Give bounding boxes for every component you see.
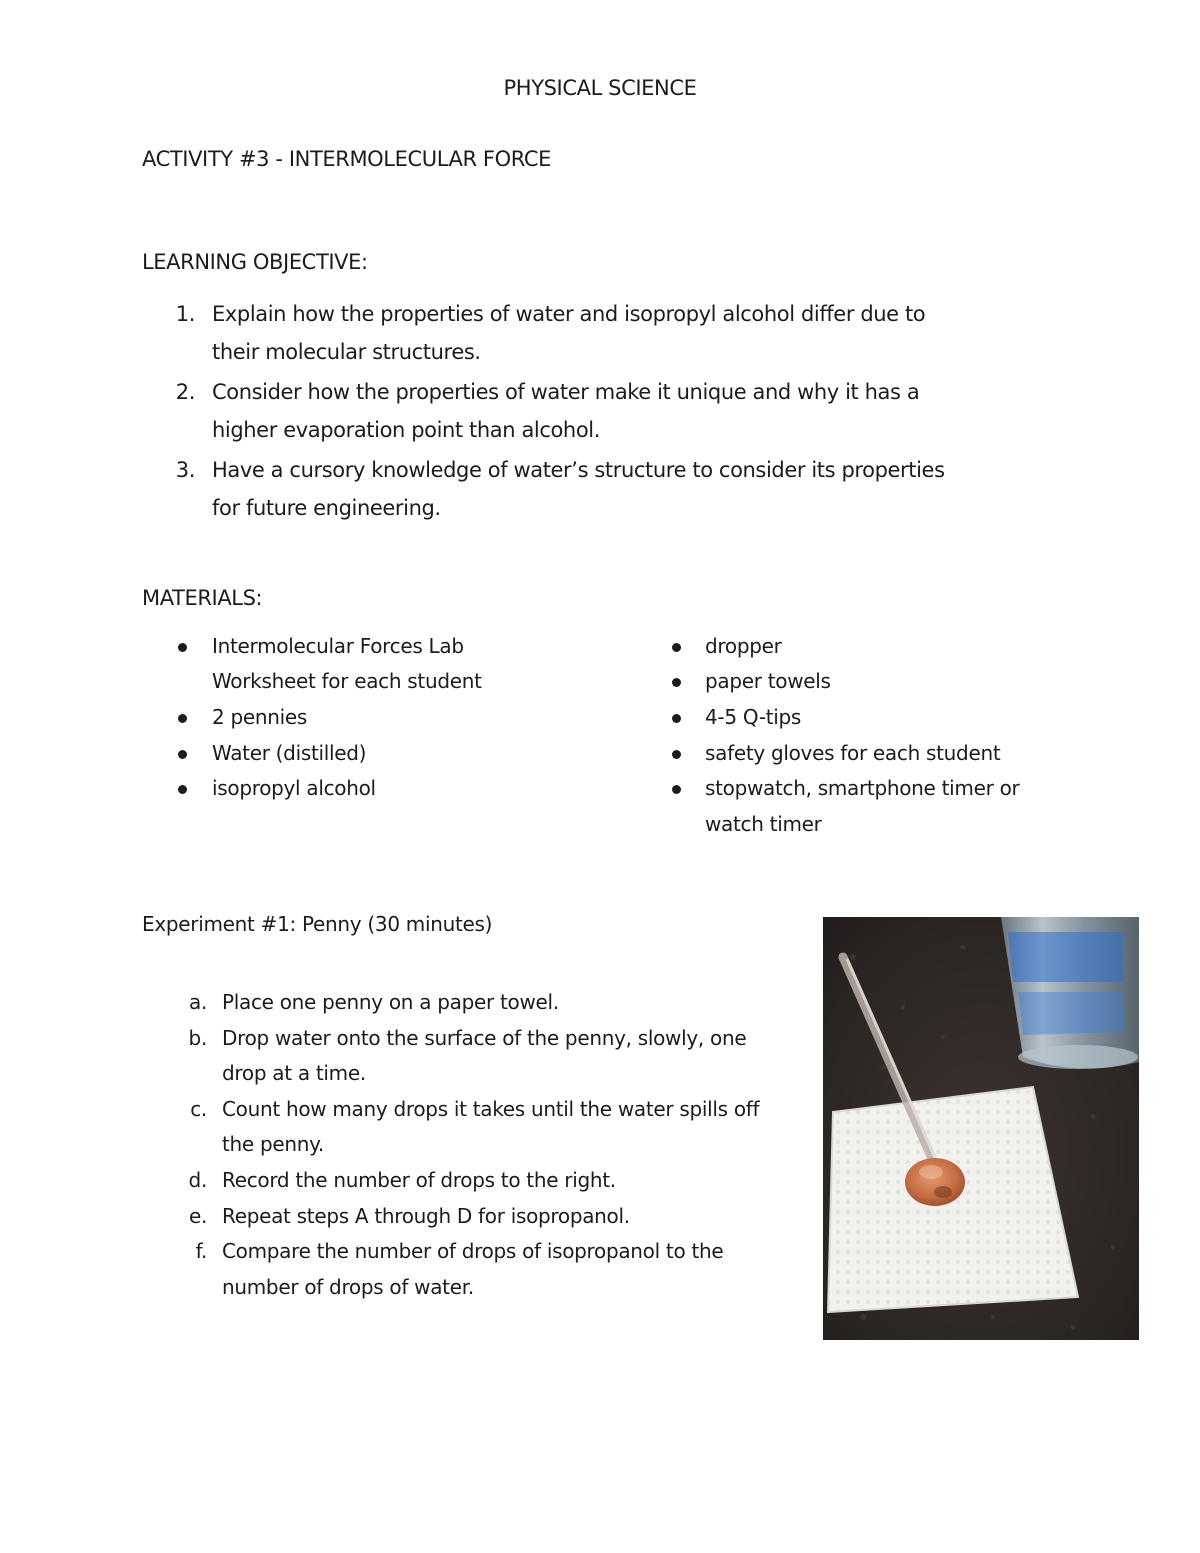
objective-text-cont: for future engineering. xyxy=(212,496,441,520)
step-text: Record the number of drops to the right. xyxy=(222,1168,616,1192)
objective-text: Explain how the properties of water and isopropyl alcohol differ due to xyxy=(212,302,926,326)
material-item-cont: Worksheet for each student xyxy=(212,669,482,693)
step-letter: f. xyxy=(195,1239,207,1263)
material-item: 4-5 Q-tips xyxy=(705,705,802,729)
bullet-icon xyxy=(178,785,187,794)
bullet-icon xyxy=(178,750,187,759)
activity-title: ACTIVITY #3 - INTERMOLECULAR FORCE xyxy=(142,147,551,171)
material-item: paper towels xyxy=(705,669,831,693)
bullet-icon xyxy=(178,714,187,723)
bullet-icon xyxy=(672,678,681,687)
objective-number: 1. xyxy=(175,302,195,326)
experiment-heading: Experiment #1: Penny (30 minutes) xyxy=(142,912,493,936)
step-text: Count how many drops it takes until the water spills off xyxy=(222,1097,760,1121)
objective-text-cont: higher evaporation point than alcohol. xyxy=(212,418,601,442)
penny-dropper-photo xyxy=(823,917,1139,1340)
material-item-cont: watch timer xyxy=(705,812,822,836)
step-text-cont: the penny. xyxy=(222,1132,324,1156)
bullet-icon xyxy=(672,643,681,652)
step-letter: c. xyxy=(190,1097,207,1121)
material-item: dropper xyxy=(705,634,782,658)
material-item: Water (distilled) xyxy=(212,741,367,765)
page-title: PHYSICAL SCIENCE xyxy=(503,76,697,100)
bullet-icon xyxy=(672,750,681,759)
step-text: Compare the number of drops of isopropanol to the xyxy=(222,1239,724,1263)
step-letter: e. xyxy=(188,1204,207,1228)
step-letter: d. xyxy=(188,1168,207,1192)
step-letter: a. xyxy=(188,990,207,1014)
material-item: safety gloves for each student xyxy=(705,741,1001,765)
material-item: stopwatch, smartphone timer or xyxy=(705,776,1020,800)
step-text: Repeat steps A through D for isopropanol. xyxy=(222,1204,630,1228)
bullet-icon xyxy=(672,714,681,723)
material-item: isopropyl alcohol xyxy=(212,776,376,800)
bullet-icon xyxy=(672,785,681,794)
material-item: 2 pennies xyxy=(212,705,308,729)
step-letter: b. xyxy=(188,1026,207,1050)
objective-heading: LEARNING OBJECTIVE: xyxy=(142,250,368,274)
step-text: Place one penny on a paper towel. xyxy=(222,990,559,1014)
objective-text-cont: their molecular structures. xyxy=(212,340,481,364)
step-text: Drop water onto the surface of the penny, slowly, one xyxy=(222,1026,747,1050)
step-text-cont: drop at a time. xyxy=(222,1061,366,1085)
step-text-cont: number of drops of water. xyxy=(222,1275,474,1299)
objective-text: Consider how the properties of water make it unique and why it has a xyxy=(212,380,920,404)
bullet-icon xyxy=(178,643,187,652)
objective-number: 3. xyxy=(175,458,195,482)
objective-number: 2. xyxy=(175,380,195,404)
materials-heading: MATERIALS: xyxy=(142,586,263,610)
objective-text: Have a cursory knowledge of water’s structure to consider its properties xyxy=(212,458,945,482)
material-item: Intermolecular Forces Lab xyxy=(212,634,464,658)
